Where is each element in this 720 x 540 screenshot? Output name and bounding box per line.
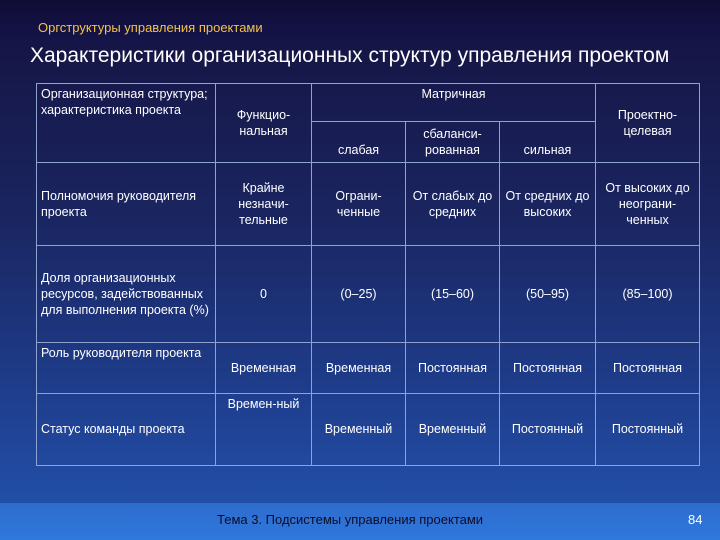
table-row	[37, 246, 700, 343]
table-cell: От слабых до средних	[406, 163, 500, 246]
table-cell: (15–60)	[406, 246, 500, 343]
table-cell: Постоянный	[500, 394, 596, 466]
table-cell: От средних до высоких	[500, 163, 596, 246]
table-row	[37, 394, 700, 466]
row-label: Роль руководителя проекта	[37, 343, 216, 394]
table-cell: Временный	[406, 394, 500, 466]
table-cell: Постоянная	[596, 343, 700, 394]
row-label: Полномочия руководителя проекта	[37, 163, 216, 246]
characteristics-table	[36, 83, 700, 466]
page-number: 84	[688, 512, 703, 527]
header-matrix-strong-cell: сильная	[500, 122, 596, 163]
table-cell: Постоянная	[500, 343, 596, 394]
table-cell: (85–100)	[596, 246, 700, 343]
header-matrix-balanced-cell: сбаланси-рованная	[406, 122, 500, 163]
header-corner-cell: Организационная структура; характеристика проекта	[37, 84, 216, 163]
table-cell: 0	[216, 246, 312, 343]
header-project-cell: Проектно-целевая	[596, 84, 700, 163]
table-cell: Крайне незначи-тельные	[216, 163, 312, 246]
table-header-row	[37, 84, 700, 122]
row-label: Доля организационных ресурсов, задействованных для выполнения проекта (%)	[37, 246, 216, 343]
footer-topic: Тема 3. Подсистемы управления проектами	[217, 512, 484, 527]
header-matrix-cell: Матричная	[312, 84, 596, 122]
row-label: Статус команды проекта	[37, 394, 216, 466]
table-cell: Ограни-ченные	[312, 163, 406, 246]
slide-title: Характеристики организационных структур управления проектом	[30, 44, 670, 67]
table-cell: От высоких до неограни-ченных	[596, 163, 700, 246]
header-title: Оргструктуры управления проектами	[38, 20, 263, 35]
table-row	[37, 163, 700, 246]
table-cell: Временная	[216, 343, 312, 394]
header-functional-cell: Функцио-нальная	[216, 84, 312, 163]
table-cell: Постоянная	[406, 343, 500, 394]
table-row	[37, 343, 700, 394]
table-cell: Временная	[312, 343, 406, 394]
table-cell: (50–95)	[500, 246, 596, 343]
table-cell: (0–25)	[312, 246, 406, 343]
table-cell: Постоянный	[596, 394, 700, 466]
header-matrix-weak-cell: слабая	[312, 122, 406, 163]
table-cell: Времен-ный	[216, 394, 312, 466]
table-cell: Временный	[312, 394, 406, 466]
